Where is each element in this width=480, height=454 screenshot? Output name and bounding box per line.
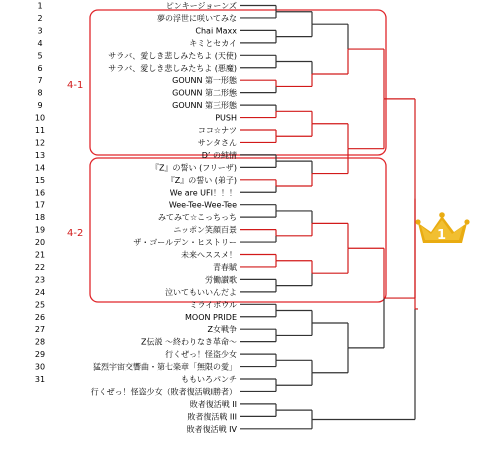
seed-number: 21: [34, 250, 46, 260]
entry-name: We are UFI！！！: [169, 188, 237, 198]
seed-number: 18: [34, 213, 46, 223]
seed-number: 11: [34, 126, 46, 135]
entry-name: GOUNN 第二形態: [172, 88, 237, 98]
seed-number: 3: [37, 26, 43, 36]
entry-name: 『Z』の誓い (フリーザ): [151, 163, 237, 173]
entry-name: 敗者復活戦 II: [189, 399, 237, 409]
entry-name: GOUNN 第一形態: [172, 76, 237, 86]
entry-name: ニッポン笑顔百景: [173, 225, 237, 235]
entry-name: 未来へススメ！: [181, 250, 237, 260]
entry-name: Z伝説 〜終わりなき革命〜: [140, 337, 237, 347]
seed-number: 19: [34, 225, 46, 235]
seed-number: 1: [37, 1, 43, 11]
crown-jewel-left: [415, 219, 420, 224]
seed-number: 12: [34, 138, 46, 148]
entry-name: ピンキージョーンズ: [165, 1, 237, 11]
seed-number: 30: [34, 362, 46, 372]
seed-number: 20: [34, 238, 46, 248]
entry-name: Wee-Tee-Wee-Tee: [168, 200, 237, 210]
seed-column: [35, 2, 45, 385]
entry-name: 夢の浮世に咲いてみな: [157, 13, 237, 23]
entry-name: サラバ、愛しき悲しみたちよ (天使): [108, 51, 237, 61]
entry-name: 行くぜっ！怪盗少女: [165, 350, 237, 360]
entry-name: 猛烈宇宙交響曲・第七楽章「無限の愛」: [93, 362, 237, 372]
seed-number: 5: [37, 51, 43, 61]
entry-name-column: [91, 2, 238, 434]
entry-name: D’ の純情: [201, 150, 237, 160]
seed-number: 14: [34, 163, 46, 173]
entry-name: PUSH: [215, 113, 237, 123]
seed-number: 7: [37, 76, 43, 86]
champion-rank-number: 1: [437, 228, 447, 243]
entry-name: 青春賦: [213, 262, 237, 272]
seed-number: 13: [34, 150, 46, 160]
seed-number: 25: [34, 300, 46, 310]
seed-number: 23: [34, 275, 46, 285]
entry-name: 泣いてもいいんだよ: [165, 287, 237, 297]
crown-jewel-right: [464, 219, 469, 224]
seed-number: 24: [34, 287, 46, 297]
entry-name: Z女戦争: [207, 325, 237, 335]
entry-name: ザ・ゴールデン・ヒストリー: [133, 238, 237, 248]
block-frame-4-1: [90, 10, 386, 155]
entry-name: キミとセカイ: [189, 38, 237, 48]
seed-number: 26: [34, 312, 46, 322]
seed-number: 9: [37, 101, 43, 111]
entry-name: 敗者復活戦 III: [187, 412, 237, 422]
entry-name: ココ☆ナツ: [197, 126, 237, 135]
entry-name: GOUNN 第三形態: [172, 101, 237, 111]
block-label-4-2: 4-2: [67, 228, 84, 239]
entry-name: MOON PRIDE: [185, 312, 237, 322]
seed-number: 6: [37, 63, 43, 73]
entry-name: みてみて☆こっちっち: [157, 213, 237, 223]
seed-number: 15: [34, 175, 46, 185]
entry-name: サラバ、愛しき悲しみたちよ (悪魔): [108, 63, 237, 73]
seed-number: 28: [34, 337, 46, 347]
entry-name: ミライボウル: [189, 300, 237, 310]
seed-number: 31: [34, 375, 46, 384]
block-label-4-1: 4-1: [67, 80, 84, 91]
seed-number: 29: [34, 350, 46, 360]
seed-number: 17: [34, 200, 46, 210]
seed-number: 16: [34, 188, 46, 198]
block-frame-4-2: [90, 158, 386, 302]
champion-crown-icon: [415, 212, 469, 243]
entry-name: 労働讃歌: [205, 275, 237, 285]
seed-number: 10: [34, 113, 46, 123]
seed-number: 27: [34, 325, 46, 335]
seed-number: 4: [37, 38, 43, 48]
seed-number: 8: [37, 88, 43, 98]
entry-name: 敗者復活戦 IV: [186, 424, 237, 434]
seed-number: 2: [37, 13, 43, 23]
entry-name: Chai Maxx: [195, 26, 237, 36]
seed-number: 22: [34, 262, 46, 272]
entry-name: サンタさん: [197, 138, 237, 148]
entry-name: 行くぜっ！怪盗少女（敗者復活戦Ⅰ勝者）: [90, 387, 237, 397]
bracket-lines: [240, 6, 418, 429]
entry-name: ももいろパンチ: [181, 375, 237, 384]
entry-name: 『Z』の誓い (弟子): [166, 175, 237, 185]
crown-jewel-center: [439, 212, 445, 218]
